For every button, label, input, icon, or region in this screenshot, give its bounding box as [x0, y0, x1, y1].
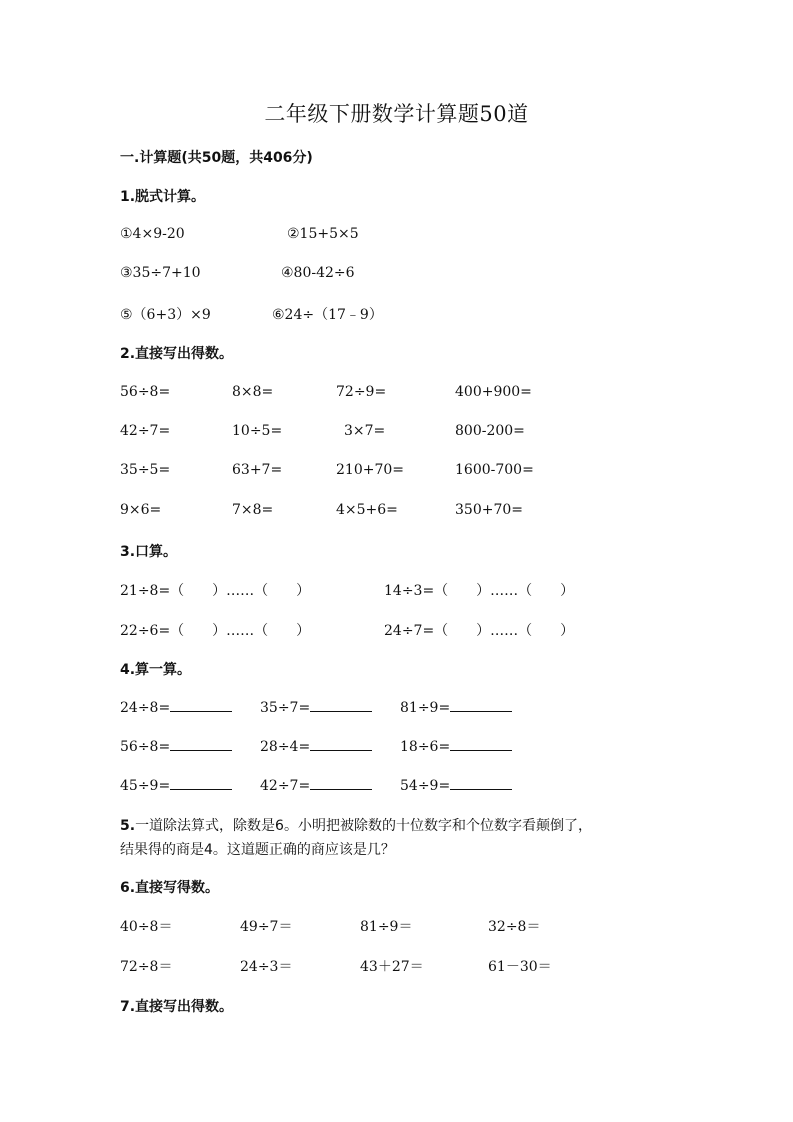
q3-cell: 21÷8=（ ）……（ ）	[120, 583, 311, 599]
q4-cell: 54÷9=	[400, 778, 451, 794]
answer-blank[interactable]	[450, 699, 512, 712]
q6-cell: 81÷9＝	[360, 919, 413, 935]
q6-cell: 72÷8＝	[120, 959, 173, 975]
answer-blank[interactable]	[310, 699, 372, 712]
page-title: 二年级下册数学计算题50道	[264, 102, 529, 126]
q2-cell: 210+70=	[336, 462, 404, 478]
q3-cell: 14÷3=（ ）……（ ）	[384, 583, 575, 599]
answer-blank[interactable]	[170, 738, 232, 751]
q2-row	[0, 423, 793, 443]
q4-cell: 45÷9=	[120, 778, 171, 794]
q1-item: ①4×9-20	[120, 226, 185, 242]
q7-heading: 7.直接写出得数。	[120, 999, 234, 1015]
answer-blank[interactable]	[170, 699, 232, 712]
q6-cell: 32÷8＝	[488, 919, 541, 935]
q6-heading: 6.直接写得数。	[120, 880, 220, 896]
q1-item: ⑥24÷（17﹣9）	[272, 307, 383, 323]
q1-row	[0, 304, 793, 324]
q1-heading: 1.脱式计算。	[120, 189, 206, 205]
q5-number: 5.	[120, 818, 136, 834]
q4-cell: 35÷7=	[260, 700, 311, 716]
q3-cell: 24÷7=（ ）……（ ）	[384, 623, 575, 639]
q2-cell: 63+7=	[232, 462, 283, 478]
q6-cell: 40÷8＝	[120, 919, 173, 935]
q1-item: ④80-42÷6	[281, 265, 355, 281]
answer-blank[interactable]	[450, 738, 512, 751]
q2-cell: 9×6=	[120, 502, 162, 518]
q1-item: ⑤（6+3）×9	[120, 307, 211, 323]
q6-row	[0, 956, 793, 976]
q2-row	[0, 462, 793, 482]
q2-cell: 4×5+6=	[336, 502, 398, 518]
q6-cell: 24÷3＝	[240, 959, 293, 975]
q6-row	[0, 916, 793, 936]
q4-cell: 56÷8=	[120, 739, 171, 755]
q3-row	[0, 580, 793, 600]
q4-row	[0, 738, 793, 758]
q2-cell: 1600-700=	[455, 462, 534, 478]
q2-cell: 3×7=	[344, 423, 386, 439]
q4-cell: 28÷4=	[260, 739, 311, 755]
q4-row	[0, 699, 793, 719]
answer-blank[interactable]	[450, 777, 512, 790]
q2-cell: 56÷8=	[120, 384, 171, 400]
answer-blank[interactable]	[170, 777, 232, 790]
q1-row	[0, 265, 793, 285]
q2-row	[0, 502, 793, 522]
q1-row	[0, 226, 793, 246]
answer-blank[interactable]	[310, 777, 372, 790]
section-heading: 一.计算题(共50题，共406分)	[120, 150, 313, 166]
q6-cell: 61－30＝	[488, 959, 552, 975]
answer-blank[interactable]	[310, 738, 372, 751]
q3-heading: 3.口算。	[120, 544, 178, 560]
q2-cell: 7×8=	[232, 502, 274, 518]
q4-cell: 81÷9=	[400, 700, 451, 716]
q2-cell: 10÷5=	[232, 423, 283, 439]
q2-cell: 350+70=	[455, 502, 523, 518]
q2-cell: 8×8=	[232, 384, 274, 400]
q2-cell: 72÷9=	[336, 384, 387, 400]
q4-cell: 24÷8=	[120, 700, 171, 716]
q2-row	[0, 384, 793, 404]
q2-cell: 42÷7=	[120, 423, 171, 439]
q2-cell: 400+900=	[455, 384, 532, 400]
q5-line1: 一道除法算式，除数是6。小明把被除数的十位数字和个位数字看颠倒了，	[135, 818, 592, 834]
q2-heading: 2.直接写出得数。	[120, 346, 234, 362]
q4-cell: 18÷6=	[400, 739, 451, 755]
q1-item: ②15+5×5	[287, 226, 359, 242]
q5-paragraph	[120, 814, 680, 862]
q5-line2: 结果得的商是4。这道题正确的商应该是几？	[120, 842, 395, 858]
q4-row	[0, 777, 793, 797]
q4-cell: 42÷7=	[260, 778, 311, 794]
q2-cell: 35÷5=	[120, 462, 171, 478]
q4-heading: 4.算一算。	[120, 662, 192, 678]
q6-cell: 43＋27＝	[360, 959, 424, 975]
q2-cell: 800-200=	[455, 423, 525, 439]
q6-cell: 49÷7＝	[240, 919, 293, 935]
q3-cell: 22÷6=（ ）……（ ）	[120, 623, 311, 639]
q3-row	[0, 620, 793, 640]
q1-item: ③35÷7+10	[120, 265, 201, 281]
